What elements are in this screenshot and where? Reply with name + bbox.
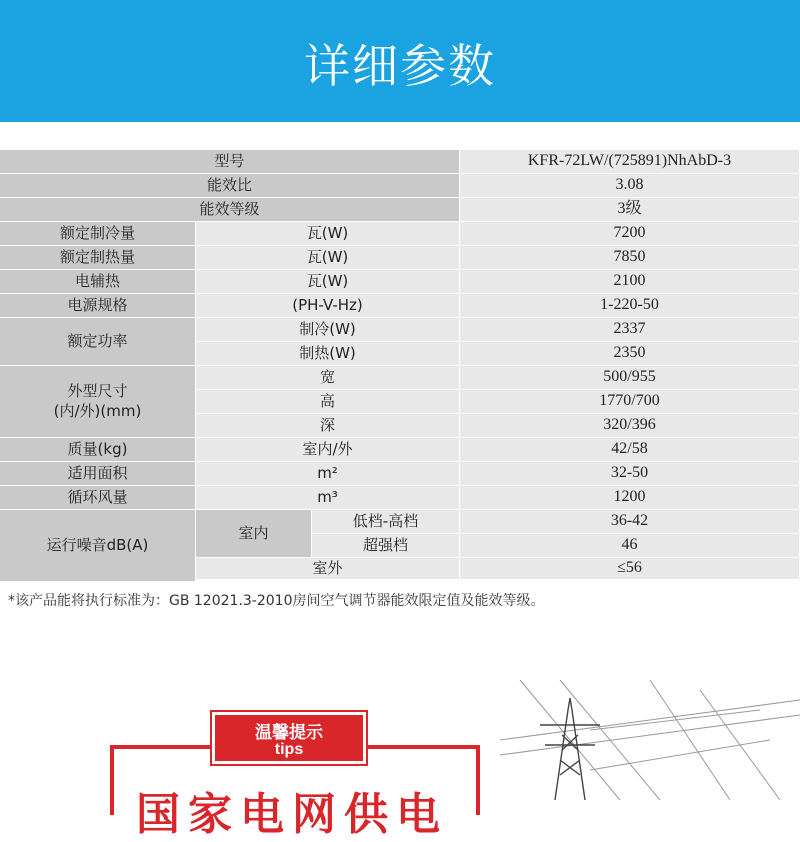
aux-label: 电辅热 [0,270,196,294]
power-heat-value: 2350 [460,342,800,366]
noise-low-high-label: 低档-高档 [312,510,460,534]
airflow-value: 1200 [460,486,800,510]
noise-indoor-label: 室内 [196,510,312,558]
cool-value: 7200 [460,222,800,246]
grade-label: 能效等级 [0,198,460,222]
heat-label: 额定制热量 [0,246,196,270]
heat-unit: 瓦(W) [196,246,460,270]
spec-table [0,150,800,580]
noise-outdoor-label: 室外 [196,558,460,580]
eer-value: 3.08 [460,174,800,198]
power-spec-unit: (PH-V-Hz) [196,294,460,318]
power-spec-label: 电源规格 [0,294,196,318]
power-heat-unit: 制热(W) [196,342,460,366]
weight-unit: 室内/外 [196,438,460,462]
cool-unit: 瓦(W) [196,222,460,246]
weight-label: 质量(kg) [0,438,196,462]
model-label: 型号 [0,150,460,174]
aux-value: 2100 [460,270,800,294]
noise-super-label: 超强档 [312,534,460,558]
tips-title-cn: 温馨提示 [255,723,323,743]
area-unit: m² [196,462,460,486]
area-label: 适用面积 [0,462,196,486]
power-label: 额定功率 [0,318,196,366]
power-cool-value: 2337 [460,318,800,342]
depth-value: 320/396 [460,414,800,438]
tips-tag [212,712,366,764]
area-value: 32-50 [460,462,800,486]
dimensions-label-line1: 外型尺寸 [67,382,128,400]
aux-unit: 瓦(W) [196,270,460,294]
standard-footnote: *该产品能将执行标准为：GB 12021.3-2010房间空气调节器能效限定值及能效等级。 [8,593,545,609]
cool-label: 额定制冷量 [0,222,196,246]
airflow-unit: m³ [196,486,460,510]
heat-value: 7850 [460,246,800,270]
header-banner [0,0,800,122]
noise-low-high-value: 36-42 [460,510,800,534]
dimensions-label [0,366,196,438]
tips-headline: 国家电网供电 [136,789,448,840]
power-pylon-illustration [500,680,800,800]
weight-value: 42/58 [460,438,800,462]
width-value: 500/955 [460,366,800,390]
height-label: 高 [196,390,460,414]
noise-label: 运行噪音dB(A) [0,510,196,582]
model-value: KFR-72LW/(725891)NhAbD-3 [460,150,800,174]
grade-value: 3级 [460,198,800,222]
power-spec-value: 1-220-50 [460,294,800,318]
height-value: 1770/700 [460,390,800,414]
noise-outdoor-value: ≤56 [460,558,800,580]
tips-title-en: tips [274,741,304,758]
eer-label: 能效比 [0,174,460,198]
page-title: 详细参数 [304,39,496,93]
depth-label: 深 [196,414,460,438]
dimensions-label-line2: (内/外)(mm) [53,401,142,420]
airflow-label: 循环风量 [0,486,196,510]
power-cool-unit: 制冷(W) [196,318,460,342]
noise-super-value: 46 [460,534,800,558]
width-label: 宽 [196,366,460,390]
